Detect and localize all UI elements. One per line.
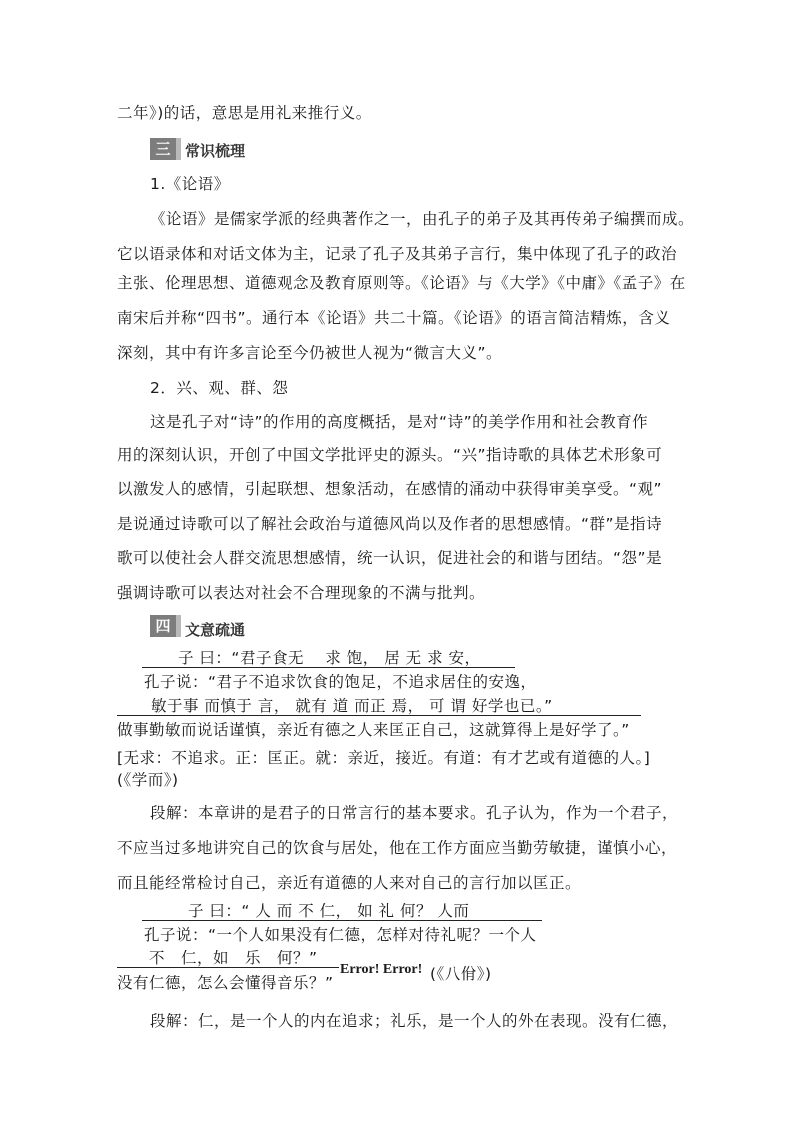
passage1-notes: [无求：不追求。正：匡正。就：亲近，接近。有道：有才艺或有道德的人。] <box>117 749 651 767</box>
passage2-error-text: Error! Error! <box>340 962 423 977</box>
passage1-analysis: 不应当过多地讲究自己的饮食与居处，他在工作方面应当勤劳敏捷，谨慎小心， <box>117 839 678 857</box>
passage1-rule-1 <box>142 667 515 668</box>
section-title-4: 文意疏通 <box>185 621 246 639</box>
item1-line: 《论语》是儒家学派的经典著作之一，由孔子的弟子及其再传弟子编撰而成。 <box>150 210 695 228</box>
passage2-original-line-1: 子 曰：“ 人 而 不 仁， 如 礼 何？ 人而 <box>188 902 470 920</box>
item2-line: 以激发人的感情，引起联想、想象活动，在感情的涌动中获得审美享受。“观” <box>117 480 663 498</box>
passage2-rule-2 <box>117 967 339 968</box>
item1-title: 1.《论语》 <box>150 175 230 193</box>
item2-line: 用的深刻认识，开创了中国文学批评史的源头。“兴”指诗歌的具体艺术形象可 <box>117 446 663 464</box>
item2-title: 2．兴、观、群、怨 <box>150 379 289 397</box>
passage1-translation-line-2: 做事勤敏而说话谨慎，亲近有德之人来匡正自己，这就算得上是好学了。” <box>117 721 630 739</box>
item2-line: 是说通过诗歌可以了解社会政治与道德风尚以及作者的思想感情。“群”是指诗 <box>117 515 663 533</box>
passage2-translation-line-2: 没有仁德，怎么会懂得音乐？” <box>117 974 334 992</box>
passage1-source: (《学而》) <box>117 771 179 789</box>
passage1-analysis: 段解：本章讲的是君子的日常言行的基本要求。孔子认为，作为一个君子， <box>150 804 679 822</box>
passage2-analysis: 段解：仁，是一个人的内在追求；礼乐，是一个人的外在表现。没有仁德， <box>150 1012 679 1030</box>
item1-line: 深刻，其中有许多言论至今仍被世人视为“微言大义”。 <box>117 344 503 362</box>
passage2-rule-1 <box>142 920 542 921</box>
passage2-translation-line-1: 孔子说：“一个人如果没有仁德，怎样对待礼呢？一个人 <box>144 926 537 944</box>
section-title-3: 常识梳理 <box>185 142 246 160</box>
item1-line: 主张、伦理思想、道德观念及教育原则等。《论语》与《大学》《中庸》《孟子》在 <box>117 274 686 292</box>
passage1-translation-line-1: 孔子说：“君子不追求饮食的饱足，不追求居住的安逸， <box>144 673 537 691</box>
section-badge-3: 三 <box>150 138 176 160</box>
item1-line: 它以语录体和对话文体为主，记录了孔子及其弟子言行，集中体现了孔子的政治 <box>117 245 678 263</box>
passage2-source: (《八佾》) <box>430 965 492 983</box>
item2-line: 这是孔子对“诗”的作用的高度概括，是对“诗”的美学作用和社会教育作 <box>150 413 649 431</box>
item2-line: 强调诗歌可以表达对社会不合理现象的不满与批判。 <box>117 584 486 602</box>
passage1-rule-2 <box>117 715 641 716</box>
top-line: 二年》)的话，意思是用礼来推行义。 <box>117 104 372 122</box>
passage2-original-line-2: 不 仁，如 乐 何？” <box>149 949 318 967</box>
section-badge-4: 四 <box>150 615 176 637</box>
passage1-original-line-1: 子 曰：“君子食无 求 饱， 居 无 求 安， <box>178 649 481 667</box>
item2-line: 歌可以使社会人群交流思想感情，统一认识，促进社会的和谐与团结。“怨”是 <box>117 549 663 567</box>
passage1-original-line-2: 敏于事 而慎于 言， 就有 道 而正 焉， 可 谓 好学也已。” <box>151 697 553 715</box>
passage1-analysis: 而且能经常检讨自己，亲近有道德的人来对自己的言行加以匡正。 <box>117 874 582 892</box>
item1-line: 南宋后并称“四书”。通行本《论语》共二十篇。《论语》的语言简洁精炼，含义 <box>117 309 671 327</box>
